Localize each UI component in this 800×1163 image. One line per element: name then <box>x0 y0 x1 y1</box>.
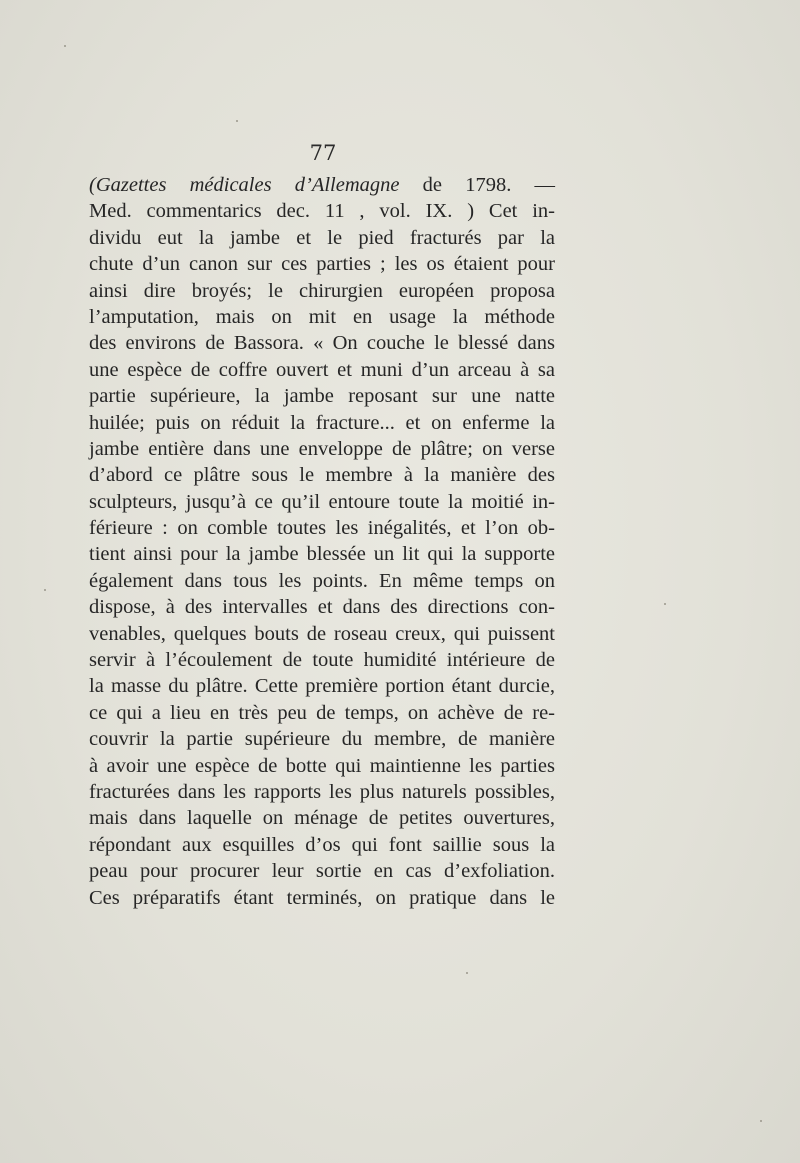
citation-italic: (Gazettes médicales d’Allemagne <box>89 174 400 196</box>
text-line: à avoir une espèce de botte qui maintienne les parties <box>89 754 555 777</box>
text-line: dividu eut la jambe et le pied fracturés par la <box>89 226 555 249</box>
text-line: servir à l’écoulement de toute humidité intérieure de <box>89 649 555 672</box>
text-line: venables, quelques bouts de roseau creux, qui puissent <box>89 622 555 645</box>
text-line: ce qui a lieu en très peu de temps, on achève de re- <box>89 701 555 724</box>
text-line: répondant aux esquilles d’os qui font saillie sous la <box>89 833 555 856</box>
text-line: dispose, à des intervalles et dans des directions con- <box>89 596 555 619</box>
text-line: couvrir la partie supérieure du membre, de manière <box>89 728 555 751</box>
text-line: Med. commentarics dec. 11 , vol. IX. ) Cet in- <box>89 200 555 223</box>
text-line: d’abord ce plâtre sous le membre à la manière des <box>89 464 555 487</box>
text-line: sculpteurs, jusqu’à ce qu’il entoure toute la moitié in- <box>89 490 555 513</box>
paper-speck <box>64 45 66 47</box>
paper-speck <box>466 972 468 974</box>
paper-speck <box>760 1120 762 1122</box>
text-line: des environs de Bassora. « On couche le blessé dans <box>89 332 555 355</box>
text-line: peau pour procurer leur sortie en cas d’exfoliation. <box>89 860 555 883</box>
text-line: l’amputation, mais on mit en usage la méthode <box>89 305 555 328</box>
text-line: mais dans laquelle on ménage de petites ouvertures, <box>89 807 555 830</box>
paper-speck <box>236 120 238 122</box>
text-line: fracturées dans les rapports les plus naturels possibles, <box>89 780 555 803</box>
text-line: également dans tous les points. En même temps on <box>89 569 555 592</box>
text-line <box>89 172 555 198</box>
text-line: partie supérieure, la jambe reposant sur une natte <box>89 385 555 408</box>
body-text <box>89 172 555 911</box>
text-line: férieure : on comble toutes les inégalités, et l’on ob- <box>89 517 555 540</box>
text-line: Ces préparatifs étant terminés, on pratique dans le <box>89 886 555 909</box>
page-number: 77 <box>309 141 337 165</box>
text-line: une espèce de coffre ouvert et muni d’un arceau à sa <box>89 358 555 381</box>
text-line: tient ainsi pour la jambe blessée un lit qui la supporte <box>89 543 555 566</box>
text-line: huilée; puis on réduit la fracture... et on enferme la <box>89 411 555 434</box>
paper-speck <box>44 589 46 591</box>
text-line: la masse du plâtre. Cette première portion étant durcie, <box>89 675 555 698</box>
text-line: chute d’un canon sur ces parties ; les os étaient pour <box>89 253 555 276</box>
paper-speck <box>664 603 666 605</box>
text-line: jambe entière dans une enveloppe de plâtre; on verse <box>89 437 555 460</box>
line-text: de 1798. — <box>399 174 555 196</box>
text-line: ainsi dire broyés; le chirurgien européen proposa <box>89 279 555 302</box>
